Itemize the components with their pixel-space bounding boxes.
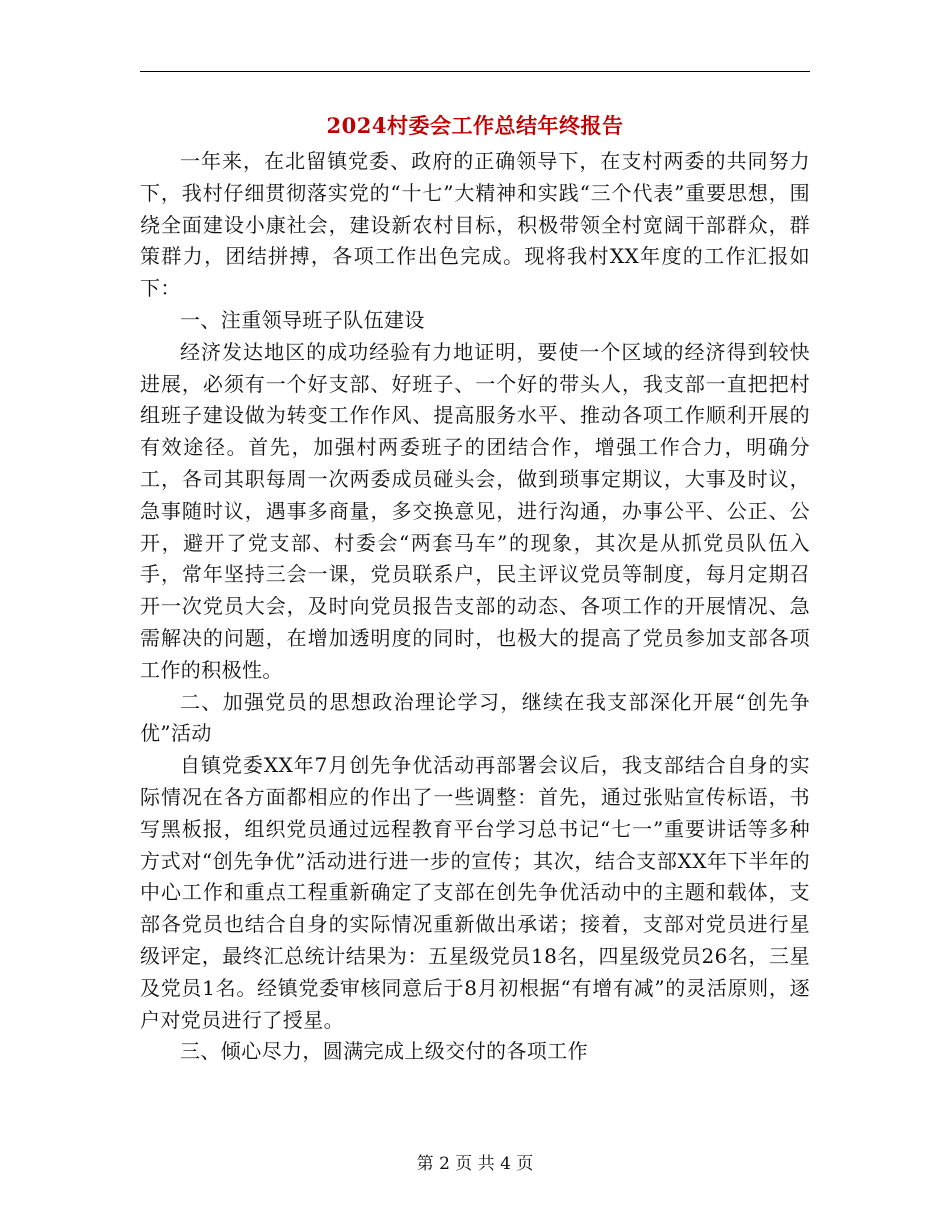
page-footer [140,1152,810,1176]
intro-paragraph: 一年来，在北留镇党委、政府的正确领导下，在支村两委的共同努力下，我村仔细贯彻落实党的“十七”大精神和实践“三个代表”重要思想，围绕全面建设小康社会，建设新农村目标，积极带领全村宽阔干部群众，群策群力，团结拼搏，各项工作出色完成。现将我村XX年度的工作汇报如下： [140,149,810,301]
section-2-paragraph: 自镇党委XX年7月创先争优活动再部署会议后，我支部结合自身的实际情况在各方面都相应的作出了一些调整：首先，通过张贴宣传标语，书写黑板报，组织党员通过远程教育平台学习总书记“七一”重要讲话等多种方式对“创先争优”活动进行进一步的宣传；其次，结合支部XX年下半年的中心工作和重点工程重新确定了支部在创先争优活动中的主题和载体，支部各党员也结合自身的实际情况重新做出承诺；接着，支部对党员进行星级评定，最终汇总统计结果为：五星级党员18名，四星级党员26名，三星及党员1名。经镇党委审核同意后于8月初根据“有增有减”的灵活原则，逐户对党员进行了授星。 [140,753,810,1032]
section-heading-2: 二、加强党员的思想政治理论学习，继续在我支部深化开展“创先争优”活动 [140,689,810,746]
section-heading-1: 一、注重领导班子队伍建设 [180,307,425,332]
document-body [140,146,810,1068]
section-1-paragraph: 经济发达地区的成功经验有力地证明，要使一个区域的经济得到较快进展，必须有一个好支部、好班子、一个好的带头人，我支部一直把把村组班子建设做为转变工作作风、提高服务水平、推动各项工作顺利开展的有效途径。首先，加强村两委班子的团结合作，增强工作合力，明确分工，各司其职每周一次两委成员碰头会，做到琐事定期议，大事及时议，急事随时议，遇事多商量，多交换意见，进行沟通，办事公平、公正、公开，避开了党支部、村委会“两套马车”的现象，其次是从抓党员队伍入手，常年坚持三会一课，党员联系户，民主评议党员等制度，每月定期召开一次党员大会，及时向党员报告支部的动态、各项工作的开展情况、急需解决的问题，在增加透明度的同时，也极大的提高了党员参加支部各项工作的积极性。 [140,339,810,682]
header-rule [140,71,810,72]
section-heading-3: 三、倾心尽力，圆满完成上级交付的各项工作 [180,1039,588,1064]
page-number-label: 第 2 页 共 4 页 [416,1154,534,1174]
document-title: 2024村委会工作总结年终报告 [326,113,624,138]
